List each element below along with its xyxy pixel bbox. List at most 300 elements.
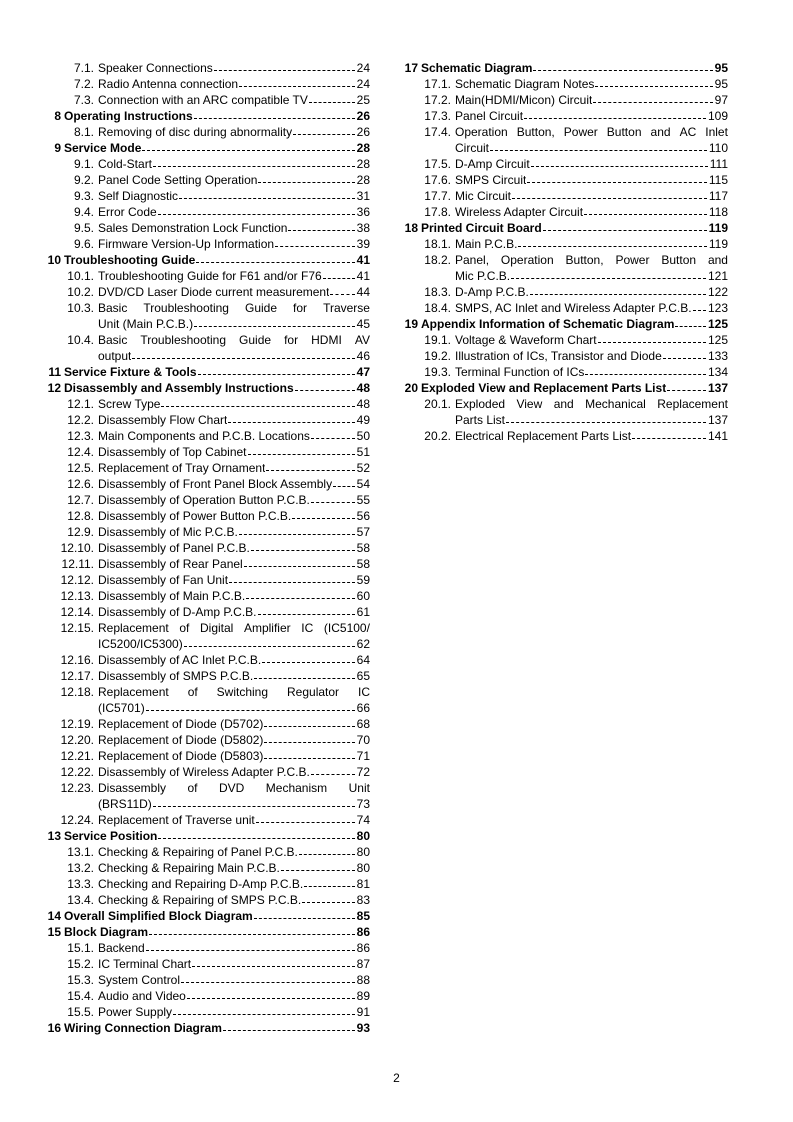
toc-number: 19 bbox=[404, 317, 418, 331]
toc-page-number: 28 bbox=[356, 141, 370, 155]
toc-section-row[interactable] bbox=[43, 108, 370, 124]
toc-title-word: and bbox=[707, 253, 728, 267]
toc-subsection-row[interactable] bbox=[43, 812, 370, 828]
dot-leader bbox=[251, 550, 355, 551]
toc-page-number: 134 bbox=[707, 365, 728, 379]
toc-page-number: 54 bbox=[356, 477, 370, 491]
dot-leader bbox=[158, 214, 355, 215]
toc-title: Troubleshooting Guide for F61 and/or F76 bbox=[98, 269, 322, 283]
dot-leader bbox=[275, 246, 355, 247]
toc-subsection-row[interactable] bbox=[43, 476, 370, 492]
toc-subsection-row[interactable] bbox=[43, 492, 370, 508]
dot-leader bbox=[264, 726, 354, 727]
toc-subsection-row[interactable] bbox=[43, 204, 370, 220]
toc-page-number: 109 bbox=[707, 109, 728, 123]
toc-subsection-row[interactable] bbox=[43, 988, 370, 1004]
toc-title: Replacement of Diode (D5702) bbox=[98, 717, 264, 731]
dot-leader bbox=[333, 486, 355, 487]
toc-title-word: and bbox=[650, 125, 671, 139]
toc-number: 12.12. bbox=[60, 573, 94, 587]
toc-page-number: 83 bbox=[356, 893, 370, 907]
dot-leader bbox=[179, 198, 355, 199]
toc-title: Audio and Video bbox=[98, 989, 186, 1003]
toc-section-row[interactable] bbox=[43, 1020, 370, 1036]
toc-section-row[interactable] bbox=[43, 828, 370, 844]
toc-number: 7.1. bbox=[73, 61, 94, 75]
toc-number: 18.3. bbox=[424, 285, 451, 299]
toc-title: Checking & Repairing Main P.C.B. bbox=[98, 861, 280, 875]
toc-title bbox=[98, 332, 370, 348]
dot-leader bbox=[311, 774, 355, 775]
dot-leader bbox=[146, 950, 355, 951]
toc-page-number: 56 bbox=[356, 509, 370, 523]
toc-title: Cold-Start bbox=[98, 157, 153, 171]
toc-title-word: Traverse bbox=[323, 301, 370, 315]
toc-title bbox=[98, 620, 370, 636]
toc-number: 12.8. bbox=[67, 509, 94, 523]
toc-title-continued: output bbox=[98, 349, 132, 363]
dot-leader bbox=[244, 566, 355, 567]
toc-title: Error Code bbox=[98, 205, 157, 219]
toc-title-word: View bbox=[516, 397, 543, 411]
toc-number: 9.4. bbox=[73, 205, 94, 219]
toc-number: 12.7. bbox=[67, 493, 94, 507]
toc-number: 12.14. bbox=[60, 605, 94, 619]
toc-subsection-row[interactable] bbox=[43, 300, 370, 316]
toc-number: 17.1. bbox=[424, 77, 451, 91]
toc-subsection-row[interactable] bbox=[43, 844, 370, 860]
toc-subsection-row[interactable] bbox=[43, 604, 370, 620]
toc-page-number: 73 bbox=[356, 797, 370, 811]
toc-number: 15.1. bbox=[67, 941, 94, 955]
toc-subsection-row[interactable] bbox=[43, 396, 370, 412]
toc-title-word: Button, bbox=[565, 253, 604, 267]
toc-page-number: 125 bbox=[707, 333, 728, 347]
toc-section-row[interactable] bbox=[400, 316, 728, 332]
toc-subsection-row[interactable] bbox=[400, 332, 728, 348]
dot-leader bbox=[194, 326, 355, 327]
toc-page-number: 41 bbox=[356, 253, 370, 267]
toc-page-number: 64 bbox=[356, 653, 370, 667]
toc-title-word: Switching bbox=[216, 685, 269, 699]
dot-leader bbox=[311, 502, 355, 503]
toc-subsection-row[interactable] bbox=[43, 556, 370, 572]
toc-subsection-row[interactable] bbox=[43, 156, 370, 172]
toc-title-word: IC bbox=[358, 685, 370, 699]
toc-subsection-row[interactable] bbox=[400, 156, 728, 172]
toc-title-continued: Unit (Main P.C.B.) bbox=[98, 317, 194, 331]
toc-section-row[interactable] bbox=[43, 252, 370, 268]
toc-page-number: 137 bbox=[707, 381, 728, 395]
toc-page-number: 137 bbox=[707, 413, 728, 427]
toc-number: 19.3. bbox=[424, 365, 451, 379]
toc-title-word: Mechanism bbox=[265, 781, 328, 795]
dot-leader bbox=[527, 182, 707, 183]
toc-title: Disassembly of Panel P.C.B. bbox=[98, 541, 250, 555]
toc-number: 9.3. bbox=[73, 189, 94, 203]
toc-title-word: Button bbox=[606, 125, 642, 139]
toc-subsection-row[interactable] bbox=[43, 508, 370, 524]
toc-title-word: Power bbox=[615, 253, 650, 267]
toc-number: 9.2. bbox=[73, 173, 94, 187]
toc-title: Backend bbox=[98, 941, 145, 955]
toc-number: 12.2. bbox=[67, 413, 94, 427]
toc-title: System Control bbox=[98, 973, 181, 987]
toc-page-number: 74 bbox=[356, 813, 370, 827]
toc-number: 15 bbox=[47, 925, 61, 939]
toc-subsection-row[interactable] bbox=[43, 716, 370, 732]
toc-subsection-row[interactable] bbox=[43, 764, 370, 780]
toc-title: Main(HDMI/Micon) Circuit bbox=[455, 93, 593, 107]
toc-number: 13.2. bbox=[67, 861, 94, 875]
dot-leader bbox=[530, 294, 706, 295]
toc-title: Power Supply bbox=[98, 1005, 173, 1019]
toc-number: 18.1. bbox=[424, 237, 451, 251]
toc-number: 17.2. bbox=[424, 93, 451, 107]
toc-subsection-row[interactable] bbox=[43, 1004, 370, 1020]
toc-title: Panel Code Setting Operation bbox=[98, 173, 258, 187]
toc-title: Speaker Connections bbox=[98, 61, 213, 75]
dot-leader bbox=[292, 518, 354, 519]
toc-subsection-row[interactable] bbox=[400, 124, 728, 140]
toc-subsection-row[interactable] bbox=[43, 524, 370, 540]
toc-title-word: and bbox=[553, 397, 574, 411]
toc-title-word: IC bbox=[301, 621, 314, 635]
dot-leader bbox=[248, 454, 355, 455]
toc-title-word: (IC5100/ bbox=[323, 621, 370, 635]
toc-section-row[interactable] bbox=[400, 220, 728, 236]
toc-section-row[interactable] bbox=[43, 364, 370, 380]
toc-subsection-row-continuation bbox=[43, 700, 370, 716]
toc-section-row[interactable] bbox=[43, 908, 370, 924]
toc-page-number: 121 bbox=[707, 269, 728, 283]
toc-subsection-row[interactable] bbox=[43, 236, 370, 252]
toc-number: 7.3. bbox=[73, 93, 94, 107]
toc-title-word: Disassembly bbox=[98, 781, 167, 795]
toc-subsection-row[interactable] bbox=[43, 92, 370, 108]
toc-subsection-row-continuation bbox=[43, 316, 370, 332]
toc-section-row[interactable] bbox=[43, 924, 370, 940]
dot-leader bbox=[593, 102, 712, 103]
toc-page-number: 80 bbox=[356, 861, 370, 875]
toc-number: 19.1. bbox=[424, 333, 451, 347]
toc-section-row[interactable] bbox=[43, 140, 370, 156]
toc-section-row[interactable] bbox=[400, 60, 728, 76]
dot-leader bbox=[146, 710, 355, 711]
toc-subsection-row[interactable] bbox=[43, 460, 370, 476]
toc-section-row[interactable] bbox=[43, 380, 370, 396]
toc-subsection-row[interactable] bbox=[43, 652, 370, 668]
dot-leader bbox=[490, 150, 707, 151]
toc-number: 7.2. bbox=[73, 77, 94, 91]
toc-number: 9.1. bbox=[73, 157, 94, 171]
dot-leader bbox=[262, 662, 354, 663]
toc-title-continued: Mic P.C.B. bbox=[455, 269, 511, 283]
toc-subsection-row[interactable] bbox=[43, 684, 370, 700]
toc-page-number: 115 bbox=[708, 173, 728, 187]
toc-subsection-row[interactable] bbox=[43, 588, 370, 604]
toc-title-word: Troubleshooting bbox=[143, 301, 229, 315]
toc-page-number: 80 bbox=[356, 845, 370, 859]
toc-subsection-row[interactable] bbox=[43, 268, 370, 284]
toc-number: 12.9. bbox=[67, 525, 94, 539]
toc-title-word: of bbox=[187, 781, 198, 795]
dot-leader bbox=[239, 86, 355, 87]
toc-subsection-row[interactable] bbox=[43, 956, 370, 972]
toc-title: Terminal Function of ICs bbox=[455, 365, 585, 379]
toc-subsection-row[interactable] bbox=[400, 204, 728, 220]
dot-leader bbox=[667, 390, 706, 391]
toc-title-continued: Circuit bbox=[455, 141, 490, 155]
toc-number: 12.24. bbox=[60, 813, 94, 827]
toc-number: 10 bbox=[47, 253, 61, 267]
toc-subsection-row[interactable] bbox=[400, 76, 728, 92]
dot-leader bbox=[524, 118, 706, 119]
toc-page-number: 44 bbox=[356, 285, 370, 299]
toc-page-number: 95 bbox=[714, 61, 728, 75]
toc-page-number: 49 bbox=[356, 413, 370, 427]
toc-page-number: 133 bbox=[707, 349, 728, 363]
toc-title: Disassembly Flow Chart bbox=[98, 413, 228, 427]
toc-number: 18 bbox=[404, 221, 418, 235]
toc-number: 9.6. bbox=[73, 237, 94, 251]
toc-title: Wireless Adapter Circuit bbox=[455, 205, 584, 219]
dot-leader bbox=[223, 1030, 355, 1031]
toc-number: 8.1. bbox=[73, 125, 94, 139]
toc-subsection-row[interactable] bbox=[43, 332, 370, 348]
toc-page-number: 81 bbox=[356, 877, 370, 891]
toc-left-column bbox=[43, 60, 370, 1036]
toc-title: SMPS, AC Inlet and Wireless Adapter P.C.B. bbox=[455, 301, 692, 315]
toc-title: Wiring Connection Diagram bbox=[64, 1021, 222, 1035]
toc-page-number: 119 bbox=[708, 221, 728, 235]
dot-leader bbox=[258, 182, 354, 183]
toc-subsection-row[interactable] bbox=[400, 428, 728, 444]
toc-page-number: 141 bbox=[707, 429, 728, 443]
toc-number: 15.2. bbox=[67, 957, 94, 971]
toc-title-word: AC bbox=[679, 125, 697, 139]
dot-leader bbox=[663, 358, 706, 359]
toc-page-number: 58 bbox=[356, 557, 370, 571]
toc-title-word: Button, bbox=[516, 125, 555, 139]
toc-title-word: for bbox=[284, 333, 299, 347]
toc-subsection-row[interactable] bbox=[43, 60, 370, 76]
toc-subsection-row[interactable] bbox=[43, 412, 370, 428]
toc-subsection-row[interactable] bbox=[400, 284, 728, 300]
toc-page-number: 25 bbox=[356, 93, 370, 107]
toc-title-word: AV bbox=[354, 333, 370, 347]
dot-leader bbox=[293, 134, 355, 135]
dot-leader bbox=[258, 614, 355, 615]
dot-leader bbox=[161, 406, 354, 407]
toc-subsection-row[interactable] bbox=[43, 748, 370, 764]
toc-number: 12.18. bbox=[60, 685, 94, 699]
toc-title-word: Troubleshooting bbox=[140, 333, 226, 347]
toc-page-number: 66 bbox=[356, 701, 370, 715]
toc-title: Removing of disc during abnormality bbox=[98, 125, 293, 139]
toc-page-number: 28 bbox=[356, 157, 370, 171]
toc-title bbox=[455, 124, 728, 140]
toc-subsection-row[interactable] bbox=[43, 620, 370, 636]
toc-subsection-row[interactable] bbox=[43, 780, 370, 796]
toc-number: 12.10. bbox=[60, 541, 94, 555]
toc-number: 17.8. bbox=[424, 205, 451, 219]
toc-page-number: 26 bbox=[356, 109, 370, 123]
toc-title: Disassembly of Wireless Adapter P.C.B. bbox=[98, 765, 310, 779]
toc-number: 13.1. bbox=[67, 845, 94, 859]
toc-subsection-row-continuation bbox=[400, 268, 728, 284]
toc-page-number: 61 bbox=[356, 605, 370, 619]
toc-subsection-row[interactable] bbox=[400, 252, 728, 268]
toc-subsection-row[interactable] bbox=[400, 108, 728, 124]
toc-title bbox=[98, 300, 370, 316]
toc-title: Service Fixture & Tools bbox=[64, 365, 197, 379]
toc-number: 8 bbox=[54, 109, 61, 123]
toc-page-number: 60 bbox=[356, 589, 370, 603]
toc-title: Main Components and P.C.B. Locations bbox=[98, 429, 310, 443]
toc-number: 18.4. bbox=[424, 301, 451, 315]
toc-title-word: Basic bbox=[98, 301, 128, 315]
dot-leader bbox=[246, 598, 354, 599]
toc-subsection-row[interactable] bbox=[43, 188, 370, 204]
toc-title: Disassembly of Power Button P.C.B. bbox=[98, 509, 292, 523]
toc-number: 12.3. bbox=[67, 429, 94, 443]
dot-leader bbox=[264, 742, 354, 743]
toc-title-word: of bbox=[187, 685, 198, 699]
toc-title: Screw Type bbox=[98, 397, 161, 411]
toc-page-number: 85 bbox=[356, 909, 370, 923]
toc-number: 12.16. bbox=[60, 653, 94, 667]
toc-title-word: Unit bbox=[348, 781, 370, 795]
dot-leader bbox=[214, 70, 355, 71]
toc-number: 15.4. bbox=[67, 989, 94, 1003]
toc-title: Checking & Repairing of Panel P.C.B. bbox=[98, 845, 298, 859]
toc-page-number: 62 bbox=[356, 637, 370, 651]
toc-title-word: of bbox=[179, 621, 190, 635]
toc-subsection-row[interactable] bbox=[43, 540, 370, 556]
toc-title-word: DVD bbox=[218, 781, 245, 795]
toc-subsection-row[interactable] bbox=[400, 396, 728, 412]
toc-title-continued: IC5200/IC5300) bbox=[98, 637, 183, 651]
toc-page-number: 68 bbox=[356, 717, 370, 731]
toc-number: 17 bbox=[404, 61, 418, 75]
toc-title: Replacement of Tray Ornament bbox=[98, 461, 266, 475]
toc-title: Mic Circuit bbox=[455, 189, 511, 203]
toc-subsection-row[interactable] bbox=[43, 124, 370, 140]
toc-page-number: 36 bbox=[356, 205, 370, 219]
toc-page-number: 97 bbox=[714, 93, 728, 107]
toc-page-number: 89 bbox=[356, 989, 370, 1003]
toc-number: 13.3. bbox=[67, 877, 94, 891]
toc-subsection-row[interactable] bbox=[43, 428, 370, 444]
toc-subsection-row[interactable] bbox=[43, 444, 370, 460]
toc-subsection-row[interactable] bbox=[43, 572, 370, 588]
dot-leader bbox=[598, 342, 706, 343]
toc-title: Replacement of Diode (D5802) bbox=[98, 733, 264, 747]
dot-leader bbox=[512, 198, 707, 199]
toc-page-number: 117 bbox=[708, 189, 728, 203]
toc-page-number: 93 bbox=[356, 1021, 370, 1035]
toc-title: Appendix Information of Schematic Diagram bbox=[421, 317, 675, 331]
toc-subsection-row[interactable] bbox=[400, 236, 728, 252]
toc-section-row[interactable] bbox=[400, 380, 728, 396]
toc-subsection-row[interactable] bbox=[43, 940, 370, 956]
toc-title: D-Amp P.C.B. bbox=[455, 285, 529, 299]
toc-title: Checking and Repairing D-Amp P.C.B. bbox=[98, 877, 304, 891]
toc-subsection-row[interactable] bbox=[43, 892, 370, 908]
toc-title: Disassembly of Top Cabinet bbox=[98, 445, 247, 459]
toc-subsection-row[interactable] bbox=[43, 284, 370, 300]
toc-subsection-row[interactable] bbox=[43, 172, 370, 188]
toc-title bbox=[455, 396, 728, 412]
dot-leader bbox=[311, 438, 355, 439]
dot-leader bbox=[584, 214, 707, 215]
toc-subsection-row-continuation bbox=[400, 140, 728, 156]
dot-leader bbox=[506, 422, 706, 423]
toc-title-word: Replacement bbox=[98, 685, 169, 699]
dot-leader bbox=[595, 86, 712, 87]
dot-leader bbox=[254, 678, 354, 679]
toc-title: Service Mode bbox=[64, 141, 142, 155]
toc-subsection-row-continuation bbox=[43, 636, 370, 652]
dot-leader bbox=[132, 358, 354, 359]
toc-subsection-row[interactable] bbox=[43, 76, 370, 92]
dot-leader bbox=[281, 870, 355, 871]
dot-leader bbox=[196, 262, 354, 263]
toc-page-number: 48 bbox=[356, 381, 370, 395]
toc-subsection-row[interactable] bbox=[400, 188, 728, 204]
toc-subsection-row[interactable] bbox=[400, 92, 728, 108]
dot-leader bbox=[304, 886, 354, 887]
toc-page-number: 41 bbox=[356, 269, 370, 283]
toc-title: Radio Antenna connection bbox=[98, 77, 239, 91]
toc-page-number: 111 bbox=[709, 157, 728, 171]
toc-subsection-row[interactable] bbox=[43, 220, 370, 236]
toc-page-number: 95 bbox=[714, 77, 728, 91]
toc-subsection-row[interactable] bbox=[43, 668, 370, 684]
toc-page-number: 86 bbox=[356, 925, 370, 939]
toc-title: Disassembly of SMPS P.C.B. bbox=[98, 669, 254, 683]
toc-number: 12 bbox=[47, 381, 61, 395]
toc-title: Disassembly of D-Amp P.C.B. bbox=[98, 605, 257, 619]
toc-title-word: Digital bbox=[199, 621, 234, 635]
toc-subsection-row[interactable] bbox=[43, 732, 370, 748]
toc-title-word: Operation bbox=[455, 125, 508, 139]
toc-subsection-row[interactable] bbox=[400, 300, 728, 316]
toc-subsection-row[interactable] bbox=[43, 972, 370, 988]
toc-subsection-row[interactable] bbox=[43, 860, 370, 876]
toc-number: 9 bbox=[54, 141, 61, 155]
toc-number: 11 bbox=[48, 365, 61, 379]
toc-page-number: 39 bbox=[356, 237, 370, 251]
toc-number: 20.2. bbox=[424, 429, 451, 443]
toc-number: 17.6. bbox=[424, 173, 451, 187]
toc-number: 14 bbox=[47, 909, 61, 923]
toc-subsection-row[interactable] bbox=[400, 364, 728, 380]
toc-page-number: 28 bbox=[356, 173, 370, 187]
toc-page-number: 24 bbox=[356, 61, 370, 75]
dot-leader bbox=[153, 166, 355, 167]
toc-subsection-row[interactable] bbox=[400, 348, 728, 364]
dot-leader bbox=[302, 902, 354, 903]
toc-subsection-row[interactable] bbox=[43, 876, 370, 892]
toc-number: 17.5. bbox=[424, 157, 451, 171]
toc-number: 20 bbox=[404, 381, 418, 395]
toc-subsection-row[interactable] bbox=[400, 172, 728, 188]
toc-page-number: 58 bbox=[356, 541, 370, 555]
toc-title: Schematic Diagram bbox=[421, 61, 533, 75]
toc-title bbox=[455, 252, 728, 268]
